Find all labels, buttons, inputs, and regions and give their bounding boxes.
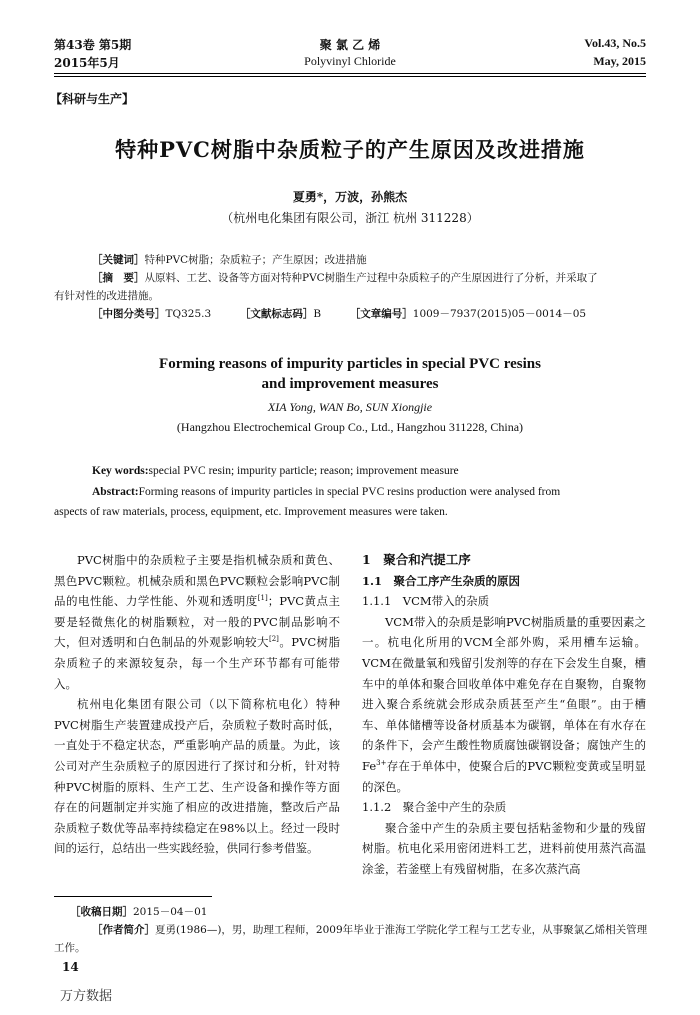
section-1-1-1-paragraph: [362, 612, 646, 797]
intro-text-b: ；PVC黄点主要是轻微焦化的树脂颗粒，对一般的PVC制品影响不大，但对透明和白色制品的外观影响较大: [54, 594, 341, 650]
intro-text-c: 。PVC树脂杂质粒子的来源较复杂，每一个生产环节都有可能带入。: [54, 635, 341, 691]
abstract-cn-text: 从原料、工艺、设备等方面对特种PVC树脂生产过程中杂质粒子的产生原因进行了分析，并采取了: [144, 272, 598, 284]
section-1-1-heading: 1.1 聚合工序产生杂质的原因: [362, 573, 521, 588]
authors-cn: 夏勇*，万波，孙熊杰: [292, 190, 408, 204]
affiliation-cn: （杭州电化集团有限公司，浙江 杭州 311228）: [221, 211, 479, 225]
affiliation-en: (Hangzhou Electrochemical Group Co., Ltd., Hangzhou 311228, China): [176, 420, 524, 434]
title-en-line1: Forming reasons of impurity particles in special PVC resins: [159, 356, 541, 372]
abstract-cn-line2: 有针对性的改进措施。: [54, 290, 159, 302]
doc-code-label: ［文献标志码］: [239, 308, 314, 320]
header-rule-double: [54, 76, 646, 77]
received-label: ［收稿日期］: [70, 906, 133, 918]
clc-label: ［中图分类号］: [92, 308, 166, 320]
authors-en: XIA Yong, WAN Bo, SUN Xiongjie: [267, 400, 433, 414]
journal-date: 2015年5月: [54, 56, 120, 70]
left-column: [54, 550, 340, 859]
title-en-line2: and improvement measures: [261, 376, 439, 392]
intro-paragraph-2: 杭州电化集团有限公司（以下简称杭电化）特种PVC树脂生产装置建成投产后，杂质粒子数时高时低，一直处于不稳定状态，严重影响产品的质量。为此，该公司对产生杂质粒子的原因进行了探讨和分析，针对特种PVC树脂的原料、生产工艺、生产设备和操作等方面存在的问题制定并实施了相应的改进措施，整改后产品杂质粒子数优等品率持续稳定在98%以上。经过一段时间的运行，总结出一些实践经验，供同行参考借鉴。: [54, 697, 340, 856]
journal-date-en: May, 2015: [593, 54, 646, 68]
abstract-en-line2: aspects of raw materials, process, equipment, etc. Improvement measures were taken.: [54, 506, 448, 518]
abstract-en-line1: [92, 486, 652, 498]
right-column: [362, 550, 646, 880]
citation-2: [2]: [268, 635, 279, 644]
vcm-text-b: 存在于单体中，使聚合后的PVC颗粒变黄或呈明显的深色。: [362, 758, 646, 794]
keywords-en-text: special PVC resin; impurity particle; reason; improvement measure: [148, 465, 459, 477]
vcm-text-a: VCM带入的杂质是影响PVC树脂质量的重要因素之一。杭电化所用的VCM全部外购，采用槽车运输。VCM在微量氧和残留引发剂等的存在下会发生自聚，槽车中的单体和聚合回收单体中难免存在自聚物，自聚物进入聚合系统就会形成杂质甚至产生“鱼眼”。由于槽车、单体储槽等设备材质基本为碳钢，单体在有水存在的条件下，会产生酸性物质腐蚀碳钢设备；腐蚀产生的Fe: [362, 614, 646, 773]
article-no-value: 1009－7937(2015)05－0014－05: [412, 308, 587, 320]
section-tag: 【科研与生产】: [50, 92, 135, 106]
intro-text-a: PVC树脂中的杂质粒子主要是指机械杂质和黄色、黑色PVC颗粒。机械杂质和黑色PVC颗粒会影响PVC制品的电性能、力学性能、外观和透明度: [54, 553, 340, 609]
page-number: 14: [62, 960, 79, 974]
received-date: [70, 903, 650, 921]
title-cn: 特种PVC树脂中杂质粒子的产生原因及改进措施: [115, 137, 585, 162]
intro-paragraph-1: [54, 550, 340, 694]
doc-code-value: B: [313, 308, 322, 320]
journal-volume: 第43卷 第5期: [54, 38, 132, 52]
article-no-label: ［文章编号］: [349, 308, 413, 320]
abstract-en-text: Forming reasons of impurity particles in special PVC resins production were analysed from: [138, 486, 561, 498]
keywords-en: [92, 465, 652, 477]
section-1-1-2-paragraph: 聚合釜中产生的杂质主要包括粘釜物和少量的残留树脂。杭电化采用密闭进料工艺，进料前使用蒸汽高温涂釜，若釜壁上有残留树脂，在多次蒸汽高: [362, 820, 646, 876]
keywords-cn-text: 特种PVC树脂；杂质粒子；产生原因；改进措施: [144, 254, 367, 266]
classification-line: [92, 306, 652, 323]
watermark: 万方数据: [60, 989, 113, 1004]
citation-1: [1]: [257, 594, 268, 603]
author-bio-line2: 工作。: [54, 942, 86, 954]
received-value: 2015－04－01: [133, 906, 208, 918]
journal-name-cn: 聚 氯 乙 烯: [319, 38, 381, 52]
abstract-cn-label: ［摘 要］: [92, 272, 145, 284]
header-rule: [54, 73, 646, 74]
journal-name-en: Polyvinyl Chloride: [304, 54, 396, 68]
footnote-rule: [54, 896, 212, 897]
section-1-heading: 1 聚合和汽提工序: [362, 552, 471, 567]
section-1-1-2-heading: 1.1.2 聚合釜中产生的杂质: [362, 800, 507, 815]
journal-volume-en: Vol.43, No.5: [584, 36, 646, 50]
iron-ion-charge: 3+: [376, 759, 387, 768]
abstract-en-label: Abstract:: [92, 486, 139, 498]
section-1-1-1-heading: 1.1.1 VCM带入的杂质: [362, 594, 490, 609]
author-bio-line1: [92, 921, 652, 939]
keywords-en-label: Key words:: [92, 465, 149, 477]
abstract-cn-line1: [92, 270, 652, 287]
author-bio-text: 夏勇(1986—)，男，助理工程师，2009年毕业于淮海工学院化学工程与工艺专业，从事聚氯乙烯相关管理: [155, 924, 648, 936]
clc-value: TQ325.3: [165, 308, 212, 320]
keywords-cn: [92, 252, 652, 269]
author-bio-label: ［作者简介］: [92, 924, 155, 936]
keywords-cn-label: ［关键词］: [92, 254, 145, 266]
